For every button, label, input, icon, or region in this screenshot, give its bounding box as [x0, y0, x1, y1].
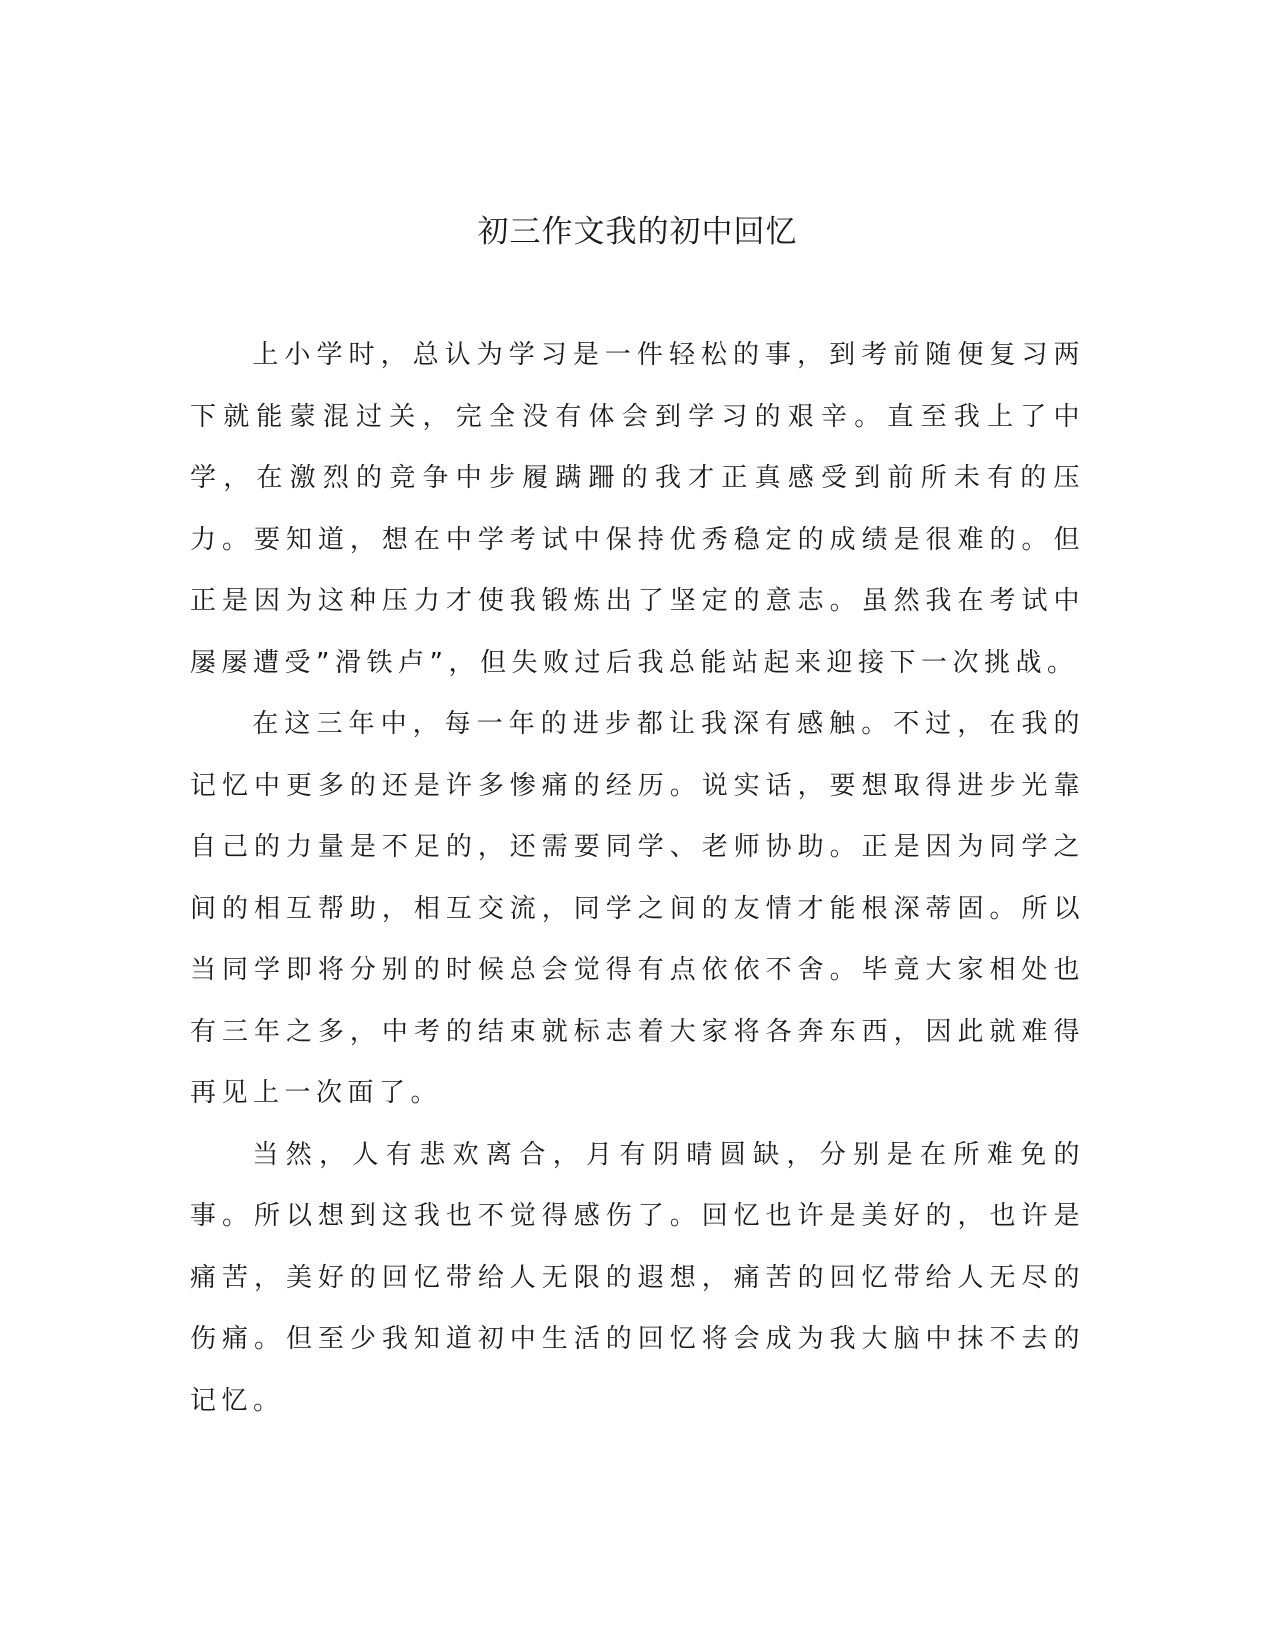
document-body: [190, 325, 1085, 1432]
paragraph-2: 在这三年中，每一年的进步都让我深有感触。不过，在我的记忆中更多的还是许多惨痛的经历。说实话，要想取得进步光靠自己的力量是不足的，还需要同学、老师协助。正是因为同学之间的相互帮助，相互交流，同学之间的友情才能根深蒂固。所以当同学即将分别的时候总会觉得有点依依不舍。毕竟大家相处也有三年之多，中考的结束就标志着大家将各奔东西，因此就难得再见上一次面了。: [190, 709, 1085, 1108]
document-title: 初三作文我的初中回忆: [477, 214, 798, 250]
paragraph-1: 上小学时，总认为学习是一件轻松的事，到考前随便复习两下就能蒙混过关，完全没有体会到学习的艰辛。直至我上了中学，在激烈的竞争中步履蹒跚的我才正真感受到前所未有的压力。要知道，想在中学考试中保持优秀稳定的成绩是很难的。但正是因为这种压力才使我锻炼出了坚定的意志。虽然我在考试中屡屡遭受”滑铁卢”，但失败过后我总能站起来迎接下一次挑战。: [190, 340, 1085, 678]
paragraph-3: 当然，人有悲欢离合，月有阴晴圆缺，分别是在所难免的事。所以想到这我也不觉得感伤了。回忆也许是美好的，也许是痛苦，美好的回忆带给人无限的遐想，痛苦的回忆带给人无尽的伤痛。但至少我知道初中生活的回忆将会成为我大脑中抹不去的记忆。: [190, 1139, 1085, 1416]
